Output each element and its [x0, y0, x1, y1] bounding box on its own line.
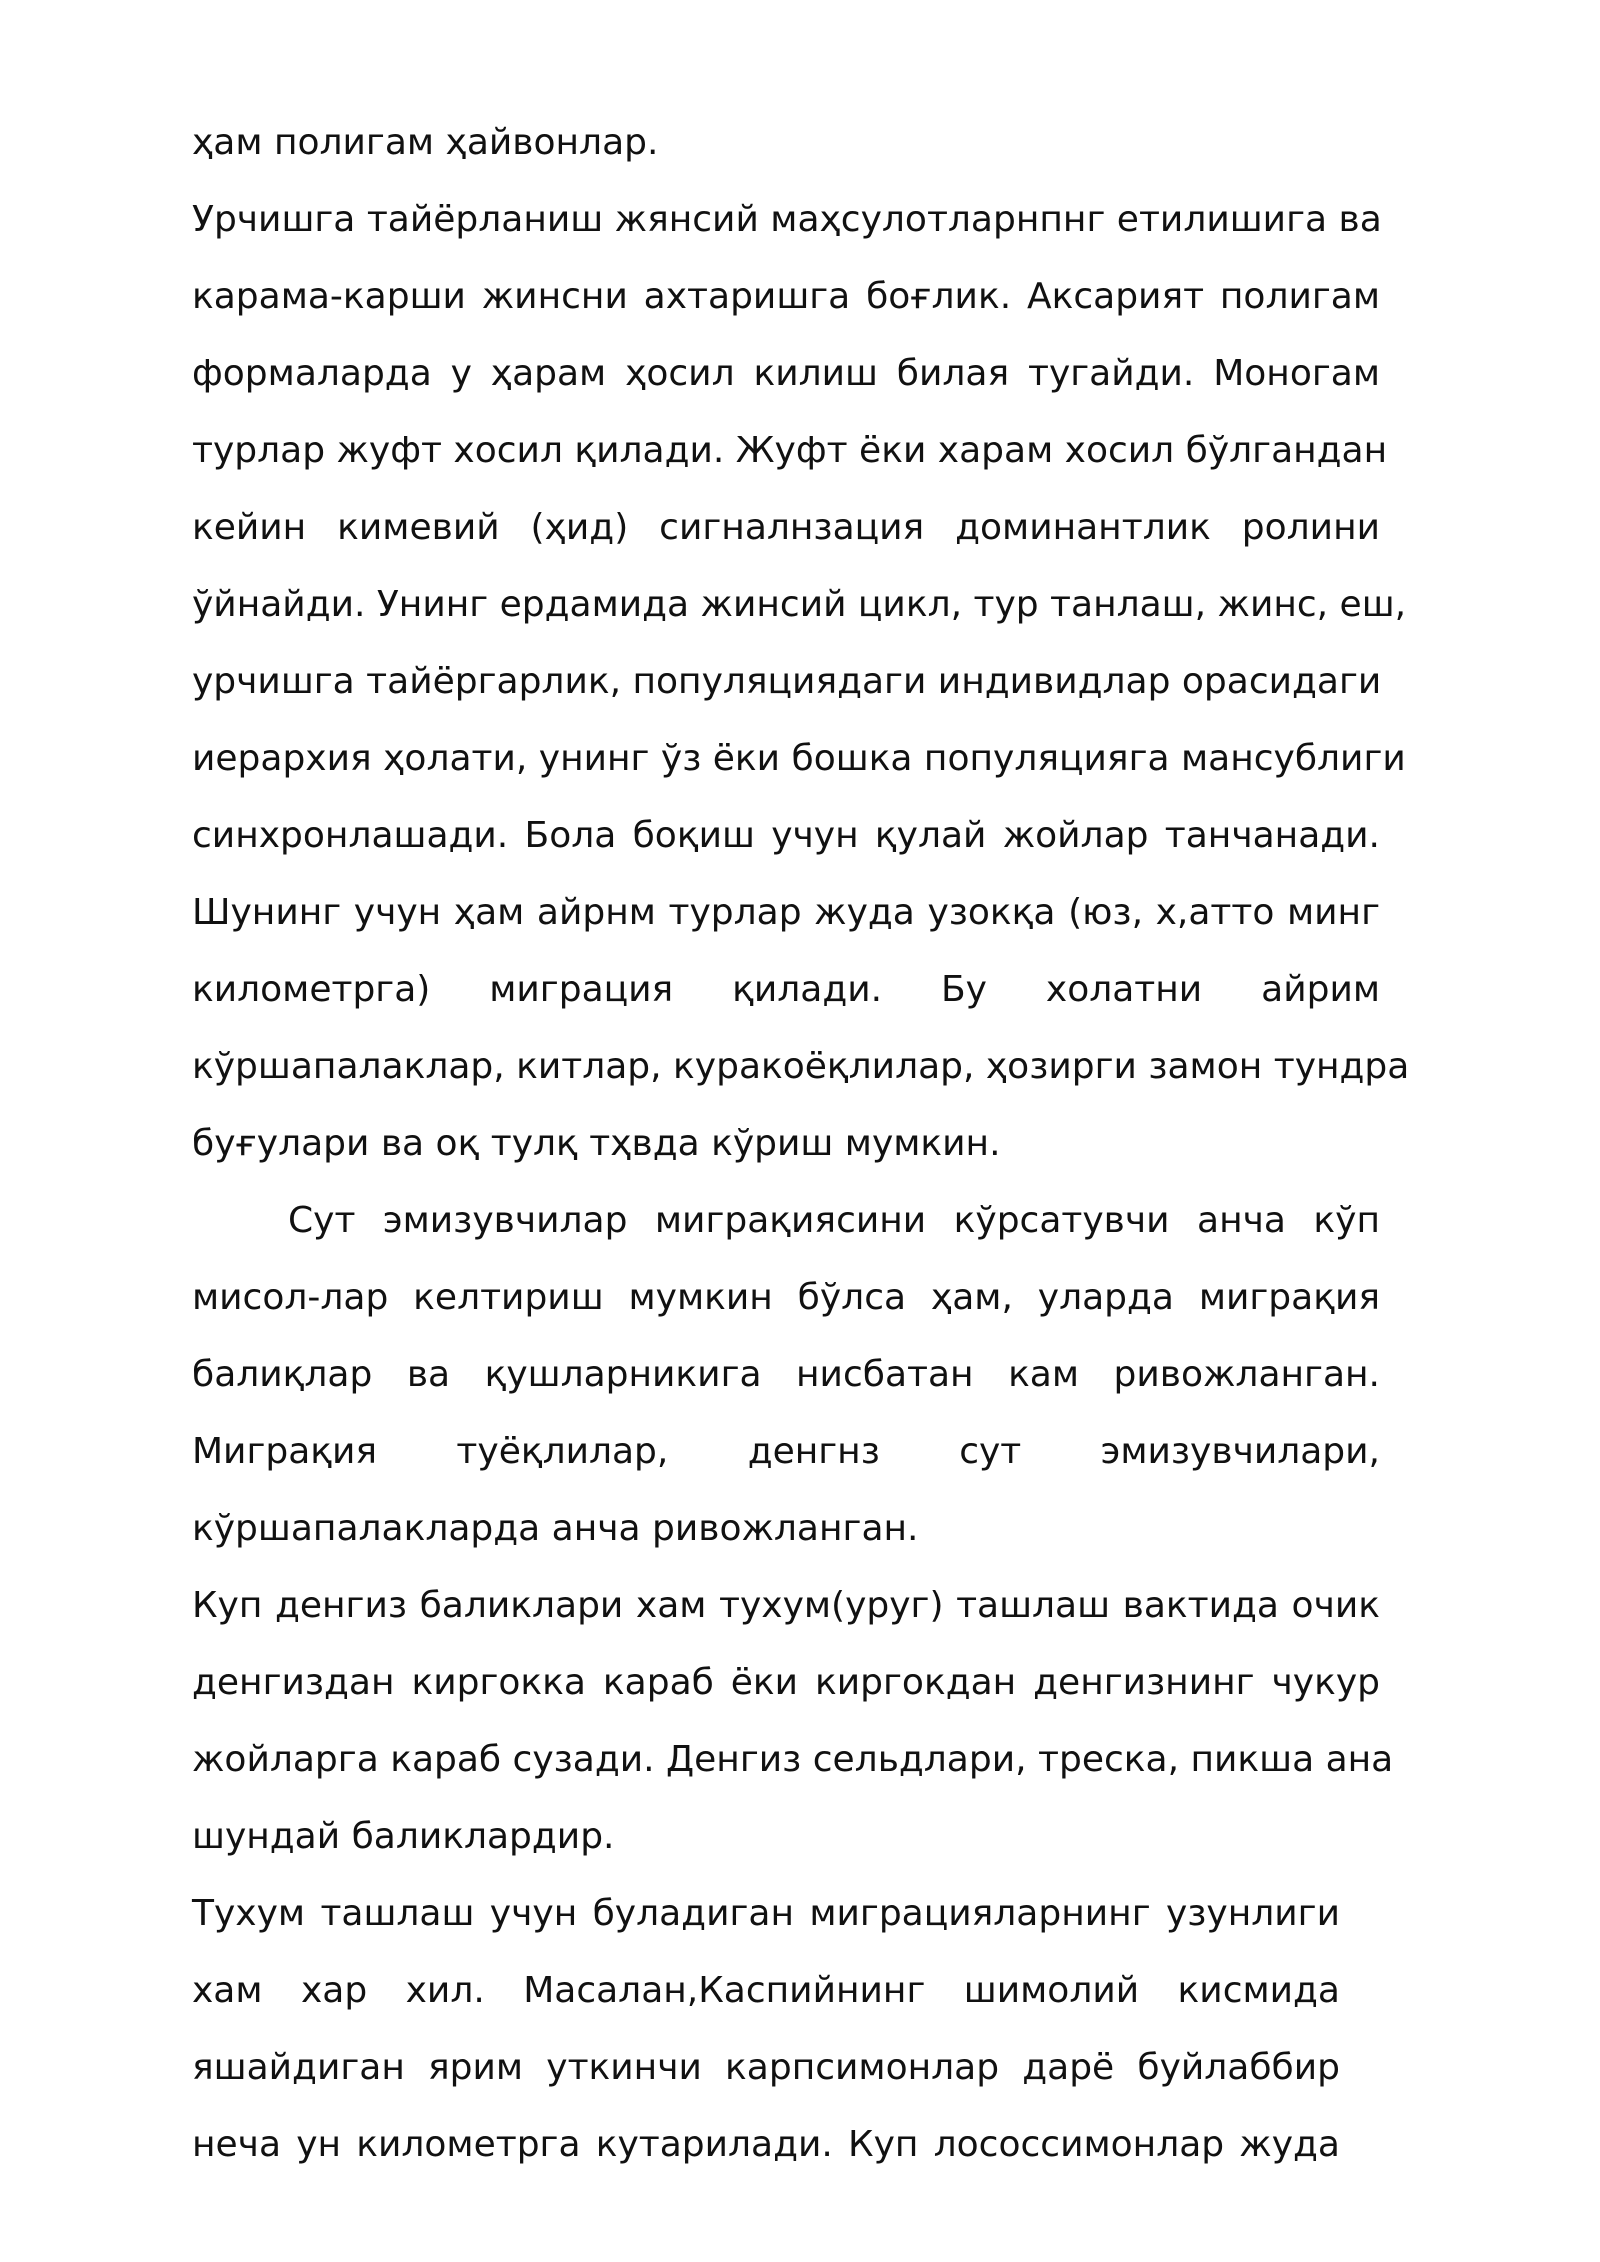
text-line: урчишга тайёргарлик, популяциядаги индивидлар орасидаги — [192, 661, 1382, 702]
text-line: синхронлашади. Бола боқиш учун қулай жойлар танчанади. — [192, 815, 1380, 856]
text-line: хам хар хил. Масалан,Каспийнинг шимолий кисмида — [192, 1970, 1340, 2011]
text-line: Урчишга тайёрланиш жянсий маҳсулотларнпнг етилишига ва — [192, 199, 1382, 240]
text-line: мисол-лар келтириш мумкин бўлса ҳам, уларда миграқия — [192, 1277, 1380, 1318]
text-line: шундай баликлардир. — [192, 1816, 615, 1857]
document-body — [192, 110, 1410, 2189]
text-line: денгиздан киргокка караб ёки киргокдан денгизнинг чукур — [192, 1662, 1380, 1703]
text-line: Миграқия туёқлилар, денгнз сут эмизувчилари, — [192, 1431, 1380, 1472]
text-line: буғулари ва оқ тулқ тҳвда кўриш мумкин. — [192, 1123, 1001, 1164]
text-line: иерархия ҳолати, унинг ўз ёки бошка популяцияга мансублиги — [192, 738, 1406, 779]
text-line: Сут эмизувчилар миграқиясини кўрсатувчи анча кўп — [288, 1200, 1380, 1241]
text-line: Куп денгиз баликлари хам тухум(уруг) ташлаш вактида очик — [192, 1585, 1380, 1626]
text-line: кўршапалакларда анча ривожланган. — [192, 1508, 919, 1549]
text-line: Тухум ташлаш учун буладиган миграцияларнинг узунлиги — [192, 1893, 1340, 1934]
text-line: неча ун километрга кутарилади. Куп лососсимонлар жуда — [192, 2124, 1340, 2165]
text-line: карама-карши жинсни ахтаришга боғлик. Аксарият полигам — [192, 276, 1380, 317]
text-line: яшайдиган ярим уткинчи карпсимонлар дарё буйлаббир — [192, 2047, 1340, 2088]
text-line: балиқлар ва қушларникига нисбатан кам ривожланган. — [192, 1354, 1380, 1395]
text-line: формаларда у ҳарам ҳосил килиш билая тугайди. Моногам — [192, 353, 1380, 394]
text-line: кўршапалаклар, китлар, куракоёқлилар, ҳозирги замон тундра — [192, 1046, 1410, 1087]
text-line: кейин кимевий (ҳид) сигналнзация доминантлик ролини — [192, 507, 1380, 548]
text-line: ҳам полигам ҳайвонлар. — [192, 122, 659, 163]
text-line: километрга) миграция қилади. Бу холатни айрим — [192, 969, 1380, 1010]
text-line: жойларга караб сузади. Денгиз сельдлари, треска, пикша ана — [192, 1739, 1394, 1780]
text-line: ўйнайди. Унинг ердамида жинсий цикл, тур танлаш, жинс, еш, — [192, 584, 1407, 625]
text-line: Шунинг учун ҳам айрнм турлар жуда узокқа (юз, х,атто минг — [192, 892, 1380, 933]
text-line: турлар жуфт хосил қилади. Жуфт ёки харам хосил бўлгандан — [192, 430, 1388, 471]
